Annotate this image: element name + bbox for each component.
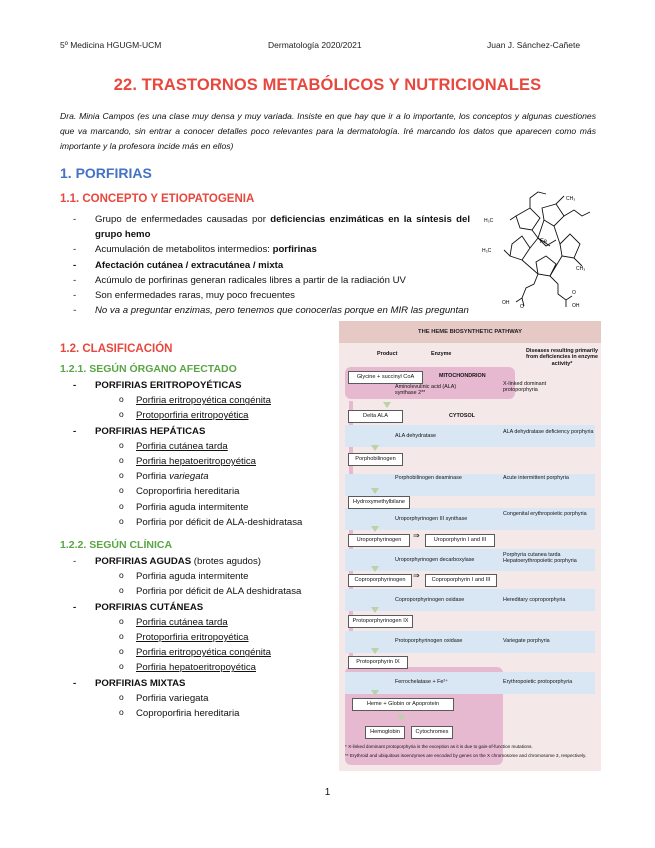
enzyme-label: Aminolevulinic acid (ALA) synthase 2** — [395, 384, 457, 397]
arrow-down-icon — [383, 402, 391, 408]
figure-footnote: ** Erythroid and ubiquitous isoenzymes are encoded by genes on the X chromosome and chromosome 3, respectively. — [345, 753, 587, 758]
oxygen-label: O — [572, 290, 576, 296]
product-box: Hydroxymethylbilane — [348, 496, 410, 509]
list-item: o Porfiria hepatoeritropoyética — [95, 660, 340, 675]
product-box: Porphobilinogen — [348, 453, 403, 466]
figure-title: THE HEME BIOSYNTHETIC PATHWAY — [339, 321, 601, 343]
list-item: o Porfiria cutánea tarda — [95, 615, 340, 630]
product-box: Uroporphyrinogen — [348, 534, 410, 547]
page-title: 22. TRASTORNOS METABÓLICOS Y NUTRICIONALES — [113, 76, 542, 94]
list-item: o Coproporfiria hereditaria — [95, 706, 340, 721]
section-concepto-heading: 1.1. CONCEPTO Y ETIOPATOGENIA — [60, 193, 255, 205]
list-item: o Porfiria hepatoeritropoyética — [95, 454, 340, 469]
page-number: 1 — [324, 787, 331, 798]
isomer-box: Uroporphyrin I and III — [425, 534, 495, 547]
cytosol-label: CYTOSOL — [449, 413, 475, 419]
list-item: o Porfiria aguda intermitente — [95, 569, 340, 584]
list-item: - Afectación cutánea / extracutánea / mixta — [60, 258, 470, 273]
methyl-label: H₃C — [482, 248, 492, 254]
arrow-right-icon: ⇒ — [413, 571, 420, 580]
product-box: Delta ALA — [348, 410, 403, 423]
list-item: - Acumulación de metabolitos intermedios: porfirinas — [60, 242, 470, 257]
list-item: o Porfiria por déficit de ALA-deshidratasa — [95, 515, 340, 530]
oxygen-label: O — [520, 304, 524, 308]
output-box: Hemoglobin — [365, 726, 405, 739]
list-item: - Grupo de enfermedades causadas por deficiencias enzimáticas en la síntesis del grupo hemo — [60, 212, 470, 242]
list-item: o Porfiria eritropoyética congénita — [95, 393, 340, 408]
disease-label: Erythropoietic protoporphyria — [503, 679, 573, 685]
enzyme-label: Ferrochelatase + Fe²⁺ — [395, 679, 449, 685]
disease-label: Porphyria cutanea tarda Hepatoerythropoietic porphyria — [503, 552, 577, 565]
product-box: Heme + Globin or Apoprotein — [352, 698, 454, 711]
section-porfirias-heading: 1. PORFIRIAS — [60, 165, 152, 181]
enzyme-label: Uroporphyrinogen III synthase — [395, 516, 468, 522]
heme-pathway-figure — [339, 321, 601, 771]
list-item: o Porfiria variegata — [95, 469, 340, 484]
arrow-down-icon — [371, 488, 379, 494]
list-item: - PORFIRIAS CUTÁNEAS o Porfiria cutánea tarda o Protoporfiria eritropoyética o Porfiria eritropoyética congénita o Porfiria hepatoeritropoyética — [60, 600, 340, 676]
concept-list — [60, 212, 470, 318]
column-header-enzyme: Enzyme — [431, 351, 452, 357]
list-item: o Porfiria variegata — [95, 691, 340, 706]
arrow-down-icon — [371, 690, 379, 696]
header-center: Dermatología 2020/2021 — [268, 40, 362, 50]
list-item: o Protoporfiria eritropoyética — [95, 630, 340, 645]
methyl-label: H₃C — [484, 218, 494, 224]
isomer-box: Coproporphyrin I and III — [425, 574, 497, 587]
enzyme-label: ALA dehydratase — [395, 433, 437, 439]
hydroxyl-label: OH — [572, 303, 580, 308]
list-item: - Acúmulo de porfirinas generan radicales libres a partir de la radiación UV — [60, 273, 470, 288]
list-item: - PORFIRIAS AGUDAS (brotes agudos) o Porfiria aguda intermitente o Porfiria por déficit de ALA deshidratasa — [60, 554, 340, 600]
methyl-label: CH₃ — [576, 266, 586, 272]
list-item: o Porfiria eritropoyética congénita — [95, 645, 340, 660]
arrow-down-icon — [397, 715, 405, 721]
iron-label: Fe — [540, 239, 548, 245]
clinic-list — [60, 554, 340, 721]
mitochondrion-label: MITOCHONDRION — [439, 373, 486, 379]
organ-list — [60, 378, 340, 530]
section-organo-heading: 1.2.1. SEGÚN ÓRGANO AFECTADO — [60, 363, 237, 375]
arrow-down-icon — [371, 526, 379, 532]
list-item: - Son enfermedades raras, muy poco frecuentes — [60, 288, 470, 303]
enzyme-label: Uroporphyrinogen decarboxylase — [395, 557, 475, 563]
list-item: - No va a preguntar enzimas, pero tenemos que conocerlas porque en MIR las preguntan — [60, 303, 470, 318]
list-item: o Coproporfiria hereditaria — [95, 484, 340, 499]
arrow-down-icon — [371, 445, 379, 451]
arrow-down-icon — [371, 566, 379, 572]
list-item: - PORFIRIAS HEPÁTICAS o Porfiria cutánea tarda o Porfiria hepatoeritropoyética o Porfiria variegata o Coproporfiria hereditaria o Porfiria aguda intermitente o Porfiria por déficit de ALA-deshidratasa — [60, 424, 340, 530]
list-item: - PORFIRIAS ERITROPOYÉTICAS o Porfiria eritropoyética congénita o Protoporfiria eritropoyética — [60, 378, 340, 424]
section-clinica-heading: 1.2.2. SEGÚN CLÍNICA — [60, 539, 173, 551]
disease-label: X-linked dominant protoporphyria — [503, 381, 547, 394]
enzyme-label: Coproporphyrinogen oxidase — [395, 597, 465, 603]
arrow-right-icon: ⇒ — [413, 531, 420, 540]
heme-molecule-image — [480, 186, 598, 308]
arrow-down-icon — [371, 648, 379, 654]
product-box: Protoporphyrin IX — [348, 656, 408, 669]
methyl-label: CH₃ — [566, 196, 576, 202]
section-clasificacion-heading: 1.2. CLASIFICACIÓN — [60, 343, 173, 355]
column-header-disease: Diseases resulting primarily from deficiencies in enzyme activity* — [526, 348, 598, 367]
product-box: Glycine + succinyl CoA — [348, 371, 423, 384]
disease-label: Acute intermittent porphyria — [503, 475, 569, 481]
disease-label: Hereditary coproporphyria — [503, 597, 566, 603]
list-item: o Porfiria aguda intermitente — [95, 500, 340, 515]
list-item: o Protoporfiria eritropoyética — [95, 408, 340, 423]
enzyme-label: Porphobilinogen deaminase — [395, 475, 462, 481]
list-item: o Porfiria cutánea tarda — [95, 439, 340, 454]
disease-label: Variegate porphyria — [503, 638, 550, 644]
arrow-down-icon — [371, 607, 379, 613]
enzyme-label: Protoporphyrinogen oxidase — [395, 638, 463, 644]
disease-label: ALA dehydratase deficiency porphyria — [503, 429, 594, 435]
output-box: Cytochromes — [411, 726, 453, 739]
intro-paragraph: Dra. Minia Campos (es una clase muy densa y muy variada. Insiste en que hay que ir a lo importante, los conceptos y algunas cuestiones que va marcando, sin entrar a conocer detalles poco relevantes para la dermatología. Iré marcando los datos que aparecen como más importante y la profesora incide más en ellos) — [60, 111, 596, 151]
hydroxyl-label: OH — [502, 300, 510, 306]
list-item: - PORFIRIAS MIXTAS o Porfiria variegata o Coproporfiria hereditaria — [60, 676, 340, 722]
product-box: Protoporphyrinogen IX — [348, 615, 413, 628]
figure-footnote: * X-linked dominant protoporphyria is the exception as it is due to gain-of-function mutations. — [345, 744, 533, 749]
header-left: 5º Medicina HGUGM-UCM — [60, 40, 162, 50]
list-item: o Porfiria por déficit de ALA deshidratasa — [95, 584, 340, 599]
column-header-product: Product — [377, 351, 398, 357]
header-right: Juan J. Sánchez-Cañete — [487, 40, 581, 50]
disease-label: Congenital erythropoietic porphyria — [503, 511, 587, 517]
product-box: Coproporphyrinogen — [348, 574, 412, 587]
